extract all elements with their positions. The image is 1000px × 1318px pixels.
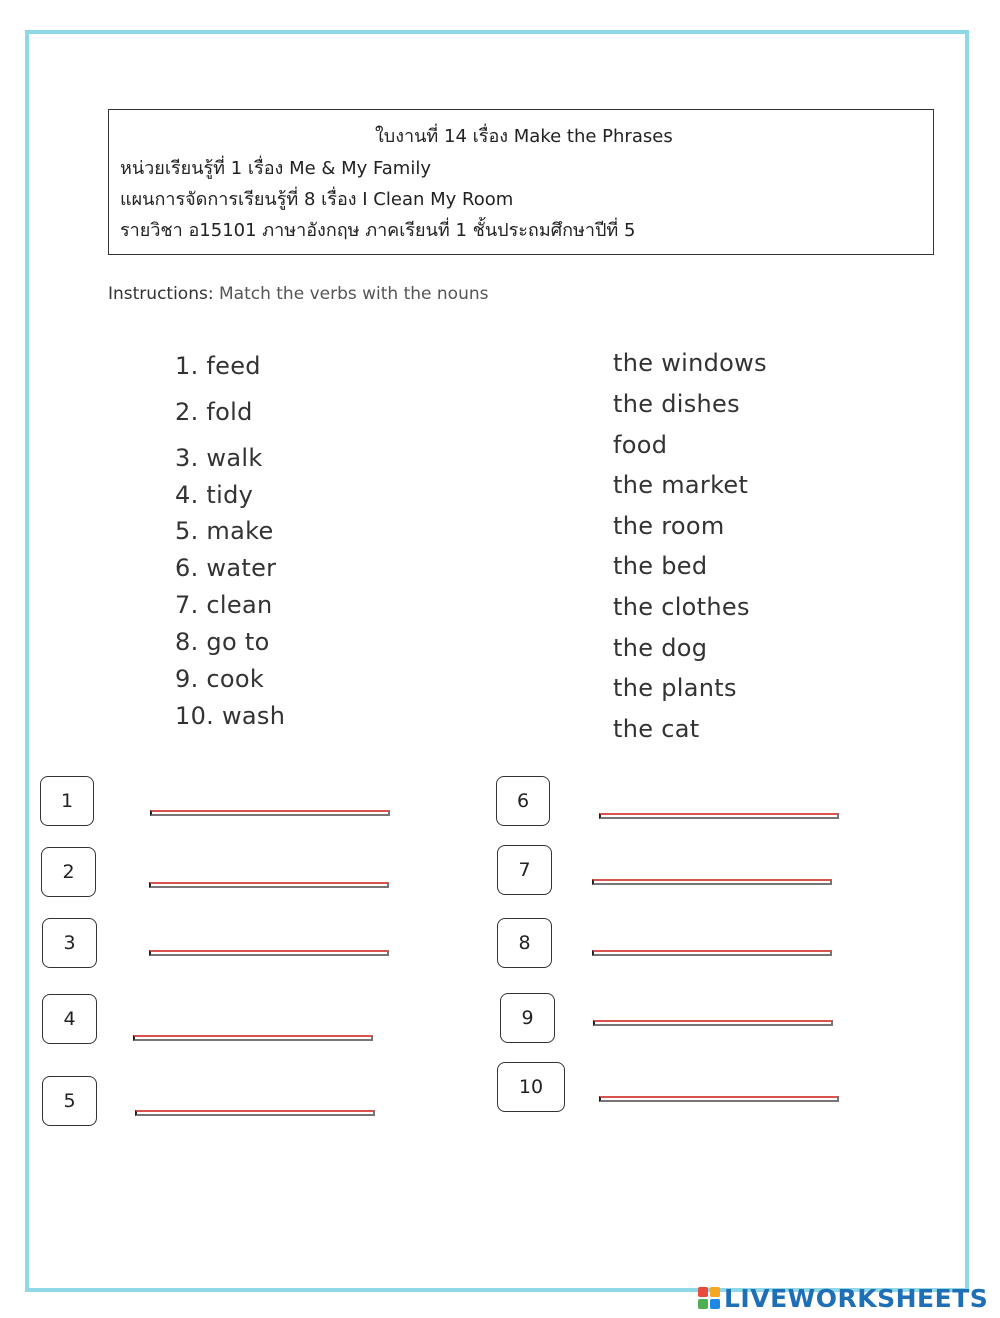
answer-number-box: 7 — [497, 845, 552, 895]
answer-number-box: 4 — [42, 994, 97, 1044]
verb-item: 9. cook — [175, 665, 265, 693]
answer-number-box: 5 — [42, 1076, 97, 1126]
answer-line-1[interactable] — [150, 810, 390, 816]
noun-item: the clothes — [613, 593, 750, 621]
verb-item: 7. clean — [175, 591, 273, 619]
worksheet-title: ใบงานที่ 14 เรื่อง Make the Phrases — [375, 126, 673, 147]
noun-item: food — [613, 431, 668, 459]
answer-line-10[interactable] — [599, 1096, 839, 1102]
noun-item: the plants — [613, 674, 737, 702]
logo-text: LIVEWORKSHEETS — [724, 1283, 989, 1313]
instructions — [108, 284, 488, 304]
instructions-label: Instructions: — [108, 284, 214, 304]
noun-item: the dog — [613, 634, 708, 662]
verb-item: 10. wash — [175, 702, 286, 730]
noun-item: the windows — [613, 349, 767, 377]
answer-line-4[interactable] — [133, 1035, 373, 1041]
unit-line: หน่วยเรียนรู้ที่ 1 เรื่อง Me & My Family — [120, 158, 431, 179]
answer-line-5[interactable] — [135, 1110, 375, 1116]
plan-line: แผนการจัดการเรียนรู้ที่ 8 เรื่อง I Clean My Room — [120, 189, 514, 210]
verb-item: 3. walk — [175, 444, 263, 472]
answer-number-box: 3 — [42, 918, 97, 968]
noun-item: the cat — [613, 715, 700, 743]
answer-line-3[interactable] — [149, 950, 389, 956]
logo-blocks-icon — [698, 1287, 720, 1309]
liveworksheets-logo — [698, 1284, 988, 1312]
verb-item: 2. fold — [175, 398, 253, 426]
logo-block — [710, 1299, 720, 1309]
verb-item: 1. feed — [175, 352, 261, 380]
answer-number-box: 6 — [496, 776, 550, 826]
answer-number-box: 1 — [40, 776, 94, 826]
noun-item: the dishes — [613, 390, 740, 418]
answer-line-2[interactable] — [149, 882, 389, 888]
verb-item: 5. make — [175, 517, 274, 545]
verb-item: 6. water — [175, 554, 277, 582]
answer-number-box: 2 — [41, 847, 96, 897]
answer-number-box: 10 — [497, 1062, 565, 1112]
noun-item: the market — [613, 471, 749, 499]
instructions-text: Match the verbs with the nouns — [218, 284, 489, 304]
noun-item: the bed — [613, 552, 708, 580]
answer-line-8[interactable] — [592, 950, 832, 956]
verb-item: 8. go to — [175, 628, 270, 656]
answer-number-box: 8 — [497, 918, 552, 968]
logo-block — [710, 1287, 720, 1297]
answer-line-9[interactable] — [593, 1020, 833, 1026]
answer-number-box: 9 — [500, 993, 555, 1043]
logo-block — [698, 1287, 708, 1297]
answer-line-7[interactable] — [592, 879, 832, 885]
verb-item: 4. tidy — [175, 481, 254, 509]
noun-item: the room — [613, 512, 725, 540]
course-line: รายวิชา อ15101 ภาษาอังกฤษ ภาคเรียนที่ 1 ชั้นประถมศึกษาปีที่ 5 — [120, 220, 636, 241]
logo-block — [698, 1299, 708, 1309]
answer-line-6[interactable] — [599, 813, 839, 819]
